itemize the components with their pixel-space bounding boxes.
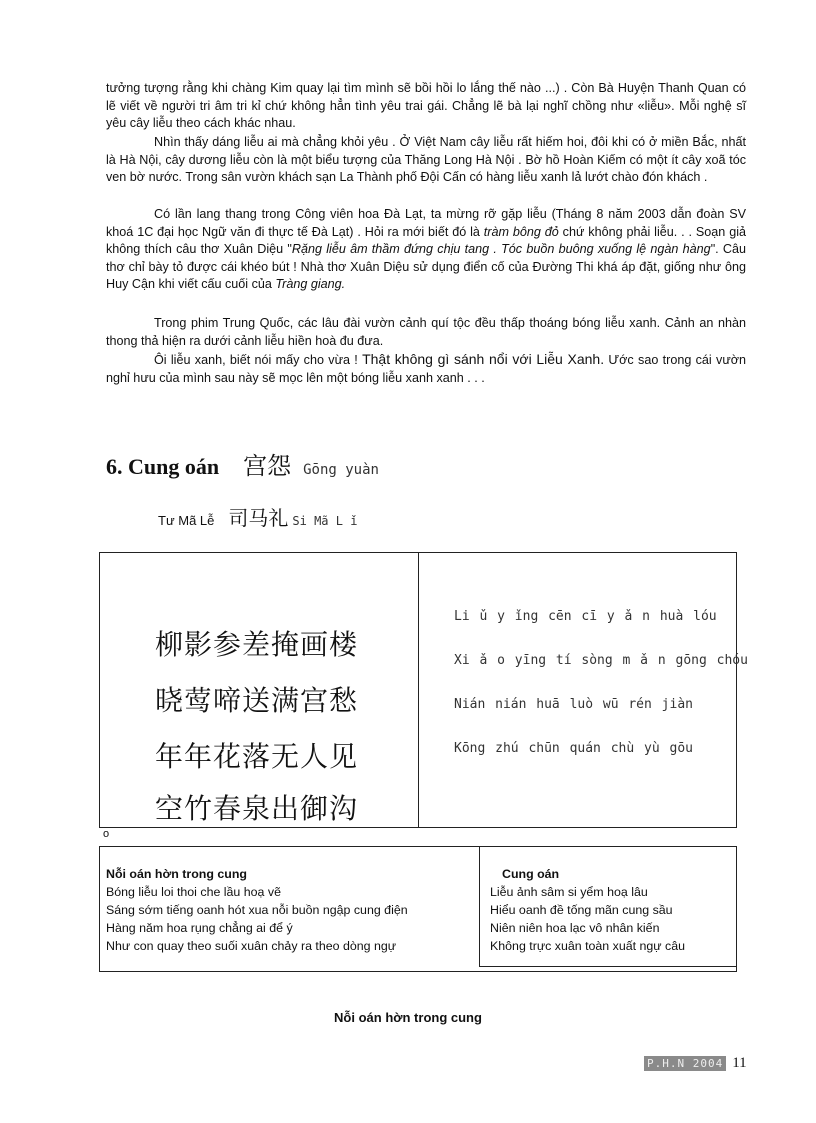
intro-paragraph-2-text: Nhìn thấy dáng liễu ai mà chẳng khỏi yêu . Ở Việt Nam cây liễu rất hiếm hoi, đôi khi có ở miền Bắc, nhất là Hà Nội, cây dương liễu còn là một biểu tượng của Thăng Long Hà Nội . Bờ hồ Hoàn Kiếm có một ít cây xoã tóc ven bờ nước. Trong sân vườn khách sạn La Thành phố Đội Cấn có hàng liễu xanh lả lướt chào đón khách . — [106, 135, 746, 184]
intro-paragraph-3-italic-quote: Rặng liễu âm thầm đứng chịu tang . Tóc buồn buông xuống lệ ngàn hàng — [291, 242, 711, 256]
poem-hanzi-line-2: 晓莺啼送满宫愁 — [155, 684, 359, 717]
intro-paragraph-3-text-a: Có lần lang thang trong Công viên hoa Đà Lạt, ta mừng rỡ gặp liễu (Tháng 8 năm 2003 dẫn đoàn SV khoá 1C đại học Ngữ văn đi thực tế Đà Lạt) . Hỏi ra mới biết đó là — [106, 207, 746, 239]
poem-hanzi-line-4: 空竹春泉出御沟 — [155, 792, 359, 825]
intro-paragraph-2 — [106, 134, 746, 187]
author-line — [158, 502, 357, 531]
section-heading — [106, 446, 379, 481]
intro-paragraph-3-italic-f: Tràng giang. — [275, 277, 346, 291]
intro-paragraph-3-text-e: ". Câu thơ chỉ bày tỏ được cái khéo bút ! Nhà thơ Xuân Diệu sử dụng điển cố của Đường Thi khá áp đặt, giống như ông Huy Cận khi viết cấu cuối của — [106, 242, 746, 291]
translation-right-line: Niên niên hoa lạc vô nhân kiến — [490, 921, 660, 935]
intro-paragraph-3 — [106, 206, 746, 294]
translation-right-title: Cung oán — [502, 867, 560, 881]
section-title: 6. Cung oán — [106, 454, 220, 479]
footer-badge: P.H.N 2004 — [644, 1056, 726, 1071]
author-hanzi: 司马礼 — [228, 506, 289, 530]
poem-pinyin-line-3: Nián nián huā luò wū rén jiàn — [454, 697, 693, 712]
translation-left-line: Sáng sớm tiếng oanh hót xua nỗi buồn ngập cung điện — [106, 903, 408, 917]
intro-paragraph-4 — [106, 315, 746, 350]
page-footer — [644, 1055, 747, 1073]
translation-vietnamese — [106, 865, 408, 955]
section-title-pinyin: Gōng yuàn — [303, 462, 379, 478]
poem-pinyin-line-1: Li ǔ y ǐng cēn cī y ǎ n huà lóu — [454, 609, 717, 624]
translation-sino-vietnamese — [490, 865, 685, 955]
translation-left-line: Hàng năm hoa rụng chẳng ai để ý — [106, 921, 293, 935]
poem-pinyin-line-4: Kōng zhú chūn quán chù yù gōu — [454, 741, 693, 756]
stray-letter: o — [103, 828, 110, 840]
section-title-hanzi: 宫怨 — [243, 452, 292, 480]
author-name: Tư Mã Lễ — [158, 513, 215, 528]
page-number: 11 — [732, 1055, 747, 1072]
caption: Nỗi oán hờn trong cung — [334, 1010, 482, 1025]
poem-hanzi-line-3: 年年花落无人见 — [155, 740, 359, 773]
poem-box-divider — [418, 553, 419, 827]
poem-pinyin-line-2: Xi ǎ o yīng tí sòng m ǎ n gōng chóu — [454, 653, 748, 668]
translation-right-line: Liễu ảnh sâm si yểm hoạ lâu — [490, 885, 648, 899]
intro-paragraph-5 — [106, 351, 746, 387]
intro-paragraph-5-text-c: Ước sao trong cái vườn nghỉ hưu của mình sau này sẽ mọc lên một bóng liễu xanh xanh . . . — [106, 353, 747, 385]
author-pinyin: Si Mã L ǐ — [292, 514, 358, 528]
translation-left-line: Như con quay theo suối xuân chảy ra theo dòng ngự — [106, 939, 397, 953]
intro-paragraph-1: tưởng tượng rằng khi chàng Kim quay lại tìm mình sẽ bồi hồi lo lắng thế nào ...) . Còn Bà Huyện Thanh Quan có lẽ viết về người tri âm tri kỉ chứ không hẳn tình yêu trai gái. Chẳng lẽ bà lại nghĩ chồng như «liễu». Mỗi nghệ sĩ yêu cây liễu theo cách khác nhau. — [106, 81, 746, 130]
poem-hanzi-line-1: 柳影参差掩画楼 — [155, 628, 359, 661]
intro-paragraph-4-text: Trong phim Trung Quốc, các lâu đài vườn cảnh quí tộc đều thấp thoáng bóng liễu xanh. Cảnh an nhàn thong thả hiện ra dưới cảnh liễu hiền hoà đu đưa. — [106, 316, 746, 348]
translation-left-title: Nỗi oán hờn trong cung — [106, 867, 247, 881]
intro-paragraph-3-text-c: chứ không phải liễu. . . Soạn giả không thích câu thơ Xuân Diệu " — [106, 224, 746, 256]
intro-paragraph-5-emphasis: Thật không gì sánh nổi với Liễu Xanh. — [362, 351, 605, 367]
intro-paragraph-5-text-a: Ôi liễu xanh, biết nói mấy cho vừa ! — [154, 353, 363, 367]
translation-left-line: Bóng liễu loi thoi che lầu hoạ vẽ — [106, 885, 281, 899]
translation-box — [99, 846, 737, 972]
intro-paragraph-3-italic-b: tràm bông đỏ — [483, 224, 559, 239]
translation-right-line: Hiểu oanh đề tống mãn cung sầu — [490, 903, 673, 917]
poem-box — [99, 552, 748, 828]
translation-right-line: Không trực xuân toàn xuất ngự câu — [490, 939, 686, 953]
